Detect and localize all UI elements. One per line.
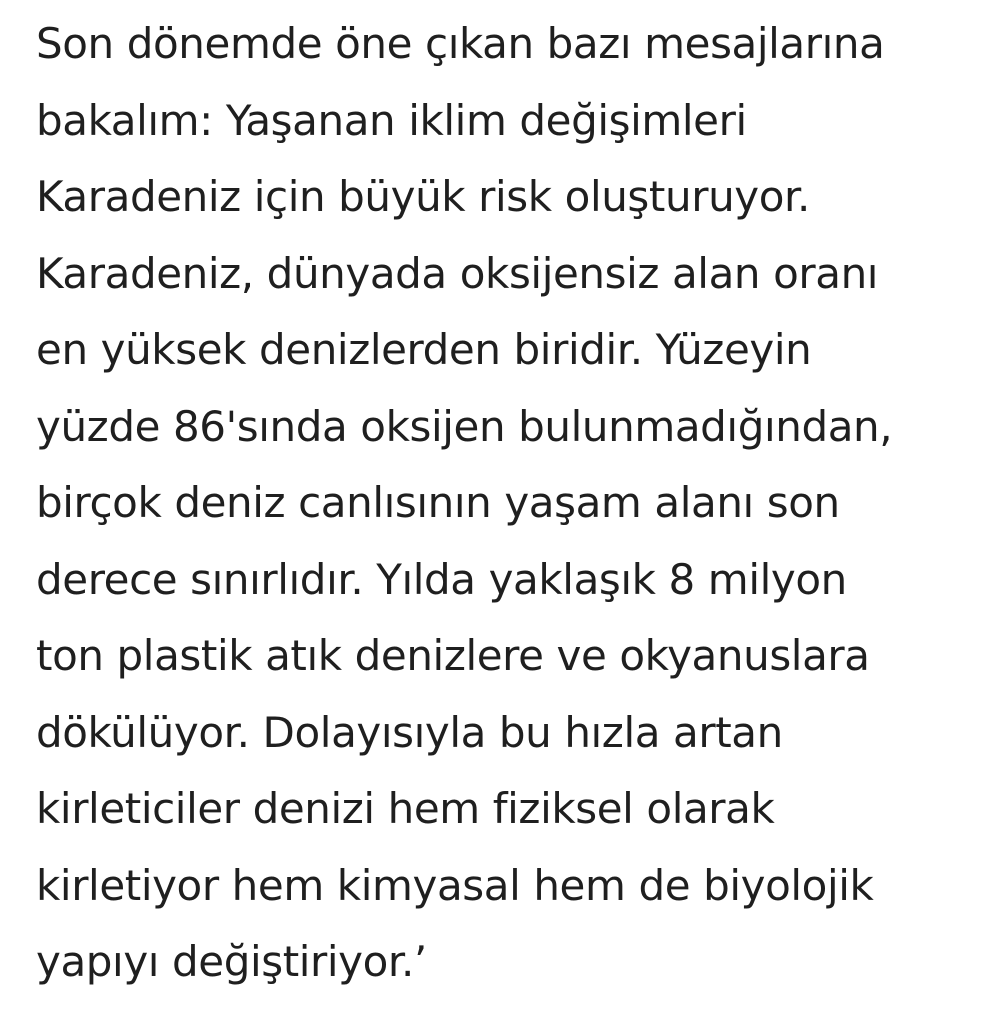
article-line: Karadeniz, dünyada oksijensiz alan oranı xyxy=(36,248,879,298)
article-line: birçok deniz canlısının yaşam alanı son xyxy=(36,478,840,527)
article-line: Karadeniz için büyük risk oluşturuyor. xyxy=(36,172,811,221)
article-line: kirleticiler denizi hem fiziksel olarak xyxy=(36,784,775,833)
article-line: yapıyı değiştiriyor.’ xyxy=(36,937,427,986)
article-line: bakalım: Yaşanan iklim değişimleri xyxy=(36,95,747,145)
article-line: Son dönemde öne çıkan bazı mesajlarına xyxy=(36,19,885,68)
article-line: ton plastik atık denizlere ve okyanuslara xyxy=(36,631,870,680)
article-line: derece sınırlıdır. Yılda yaklaşık 8 milyon xyxy=(36,554,847,604)
article-body xyxy=(36,0,986,1001)
article-line: yüzde 86'sında oksijen bulunmadığından, xyxy=(36,401,893,451)
article-line: kirletiyor hem kimyasal hem de biyolojik xyxy=(36,860,874,910)
article-line: dökülüyor. Dolayısıyla bu hızla artan xyxy=(36,707,783,757)
article-line: en yüksek denizlerden biridir. Yüzeyin xyxy=(36,325,812,374)
